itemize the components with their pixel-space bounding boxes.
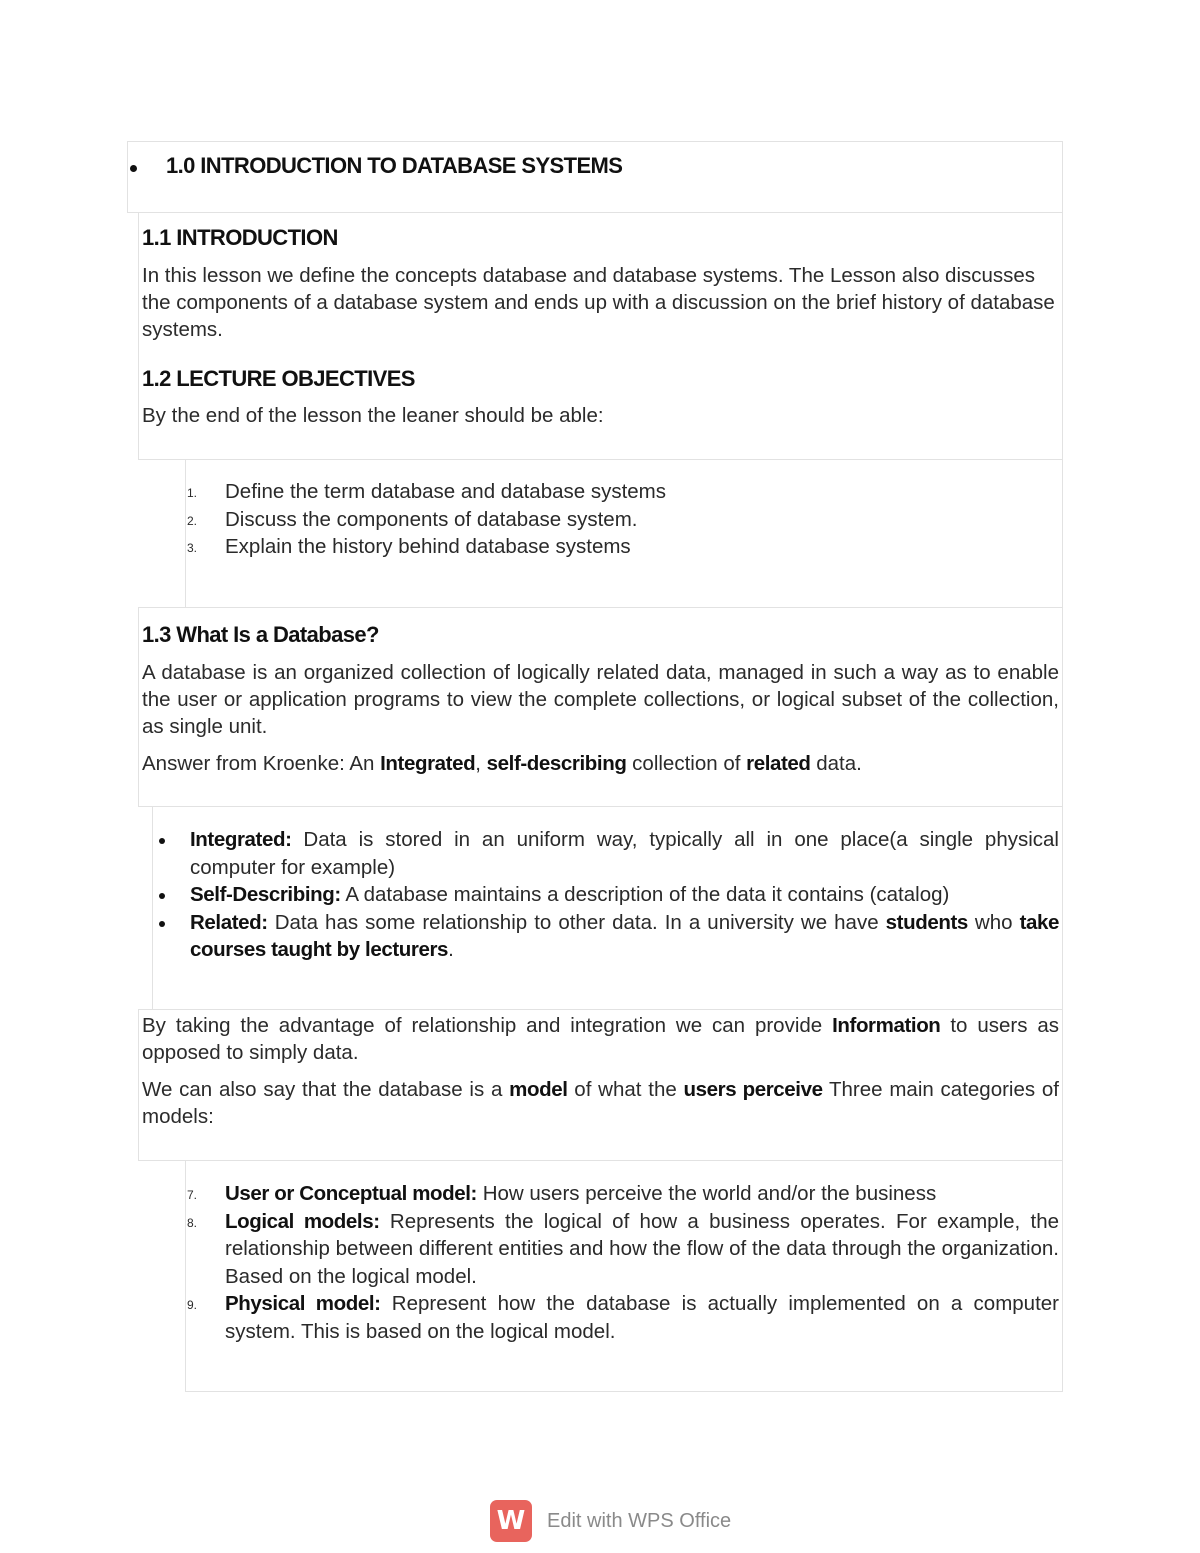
kroenke-mid: collection of bbox=[626, 752, 747, 775]
list-number: 8. bbox=[187, 1215, 198, 1230]
model-text: of what the bbox=[567, 1078, 684, 1101]
section-1-2-heading: 1.2 LECTURE OBJECTIVES bbox=[142, 366, 415, 391]
bullet-dot-icon bbox=[130, 165, 137, 172]
model-text: We can also say that the database is a bbox=[142, 1078, 510, 1101]
kroenke-sep: , bbox=[475, 752, 487, 775]
property-text: Data is stored in an uniform way, typically all in one place(a single physical computer for example) bbox=[190, 828, 1059, 879]
models-list bbox=[187, 1180, 1059, 1345]
info-end: to users as opposed to simply data. bbox=[142, 1014, 1059, 1064]
model-term: User or Conceptual model: bbox=[225, 1182, 477, 1205]
kroenke-self-describing: self-describing bbox=[486, 752, 627, 775]
users-perceive-bold: users perceive bbox=[683, 1078, 823, 1101]
model-term: Physical model: bbox=[225, 1292, 381, 1315]
property-term: Related: bbox=[190, 910, 268, 934]
property-item bbox=[156, 909, 1059, 964]
wps-edit-label[interactable]: Edit with WPS Office bbox=[547, 1509, 732, 1532]
model-term: Logical models: bbox=[225, 1209, 380, 1233]
objective-item bbox=[187, 478, 1047, 506]
information-paragraph bbox=[142, 1012, 1059, 1066]
kroenke-integrated: Integrated bbox=[380, 752, 476, 775]
wps-logo-icon[interactable]: W bbox=[490, 1500, 532, 1542]
property-term: Integrated: bbox=[190, 828, 292, 851]
objective-item bbox=[187, 533, 1047, 561]
property-text: . bbox=[448, 938, 454, 961]
property-term: Self-Describing: bbox=[190, 883, 341, 906]
model-item bbox=[187, 1180, 1059, 1208]
list-number: 3. bbox=[187, 541, 198, 555]
model-item bbox=[187, 1208, 1059, 1291]
wps-edit-badge[interactable] bbox=[490, 1500, 731, 1542]
property-item bbox=[156, 826, 1059, 881]
database-definition: A database is an organized collection of logically related data, managed in such a way as to enable the user or application programs to view the complete collections, or logical subset of the collection, as single unit. bbox=[142, 661, 1059, 738]
objective-item bbox=[187, 506, 1047, 534]
model-item bbox=[187, 1290, 1059, 1345]
property-text: who bbox=[967, 910, 1020, 934]
model-paragraph bbox=[142, 1076, 1059, 1130]
list-number: 7. bbox=[187, 1188, 198, 1202]
section-1-2-intro: By the end of the lesson the leaner should be able: bbox=[142, 404, 604, 427]
objective-text: Explain the history behind database systems bbox=[225, 535, 631, 558]
property-item bbox=[156, 881, 1059, 909]
section-1-1-heading: 1.1 INTRODUCTION bbox=[142, 225, 338, 250]
info-text: By taking the advantage of relationship and integration we can provide bbox=[142, 1014, 833, 1037]
property-bold-courses: take courses taught by lecturers bbox=[190, 910, 1060, 961]
section-1-1-body: In this lesson we define the concepts database and database systems. The Lesson also discusses the components of a database system and ends up with a discussion on the brief history of database systems. bbox=[142, 264, 1055, 341]
property-bold-students: students bbox=[885, 910, 968, 934]
model-desc: How users perceive the world and/or the business bbox=[477, 1182, 937, 1205]
kroenke-prefix: Answer from Kroenke: An bbox=[142, 752, 381, 775]
model-bold: model bbox=[509, 1078, 568, 1101]
list-number: 9. bbox=[187, 1298, 198, 1312]
bullet-dot-icon bbox=[159, 921, 165, 927]
kroenke-related: related bbox=[746, 752, 811, 775]
objectives-list bbox=[187, 478, 1047, 561]
main-title-text: 1.0 INTRODUCTION TO DATABASE SYSTEMS bbox=[166, 153, 623, 178]
model-desc: Represent how the database is actually implemented on a computer system. This is based on the logical model. bbox=[225, 1292, 1059, 1343]
info-bold: Information bbox=[832, 1014, 941, 1037]
kroenke-end: data. bbox=[810, 752, 862, 775]
bullet-dot-icon bbox=[159, 838, 165, 844]
property-text: Data has some relationship to other data. In a university we have bbox=[267, 910, 886, 934]
database-properties-list bbox=[156, 826, 1059, 964]
model-desc: Represents the logical of how a business operates. For example, the relationship between different entities and how the flow of the data through the organization. Based on the logical model. bbox=[225, 1209, 1059, 1288]
bullet-dot-icon bbox=[159, 893, 165, 899]
model-text: Three main categories of models: bbox=[142, 1078, 1059, 1128]
list-number: 2. bbox=[187, 513, 198, 528]
objective-text: Define the term database and database systems bbox=[225, 480, 667, 503]
kroenke-answer bbox=[142, 750, 1059, 777]
property-text: A database maintains a description of the data it contains (catalog) bbox=[340, 883, 950, 906]
list-number: 1. bbox=[187, 486, 198, 500]
section-1-3-heading: 1.3 What Is a Database? bbox=[142, 622, 379, 647]
objective-text: Discuss the components of database system. bbox=[225, 507, 638, 531]
